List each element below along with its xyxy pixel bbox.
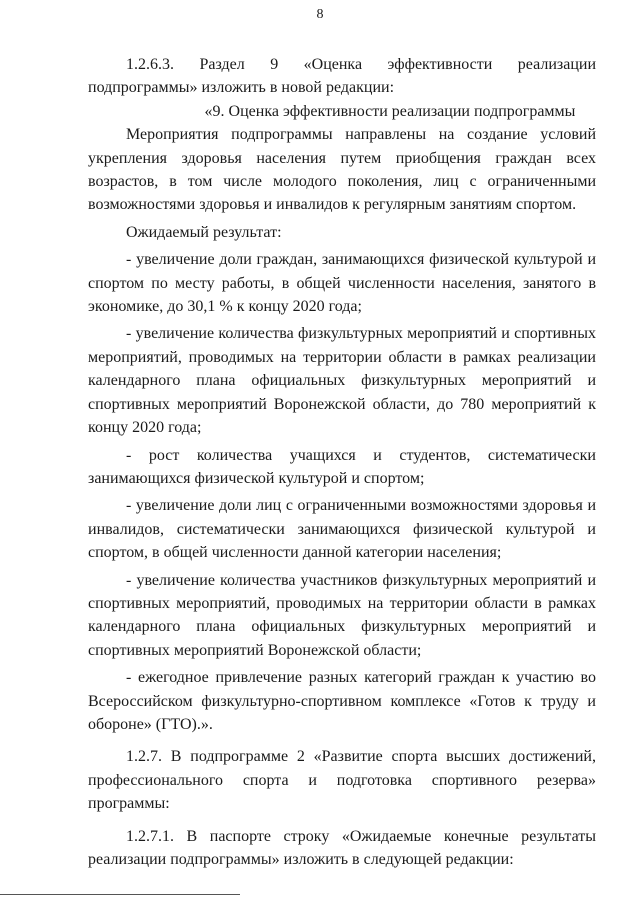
list-item: - увеличение доли граждан, занимающихся физической культурой и спортом по месту работы, в общей численности населения, занятого в экономике, до 30,1 % к концу 2020 года; — [88, 251, 596, 316]
footer-divider — [0, 894, 240, 895]
paragraph-1-2-7-1: 1.2.7.1. В паспорте строку «Ожидаемые конечные результаты реализации подпрограммы» изложить в следующей редакции: — [88, 827, 596, 868]
page-number: 8 — [316, 7, 324, 22]
paragraph-intro: Мероприятия подпрограммы направлены на создание условий укрепления здоровья населения путем приобщения граждан всех возрастов, в том числе молодого поколения, лиц с ограниченными возможностями здоровья и инвалидов к регулярным занятиям спортом. — [88, 126, 596, 214]
list-item: - увеличение количества участников физкультурных мероприятий и спортивных мероприятий, проводимых на территории области в рамках календарного плана официальных физкультурных мероприятий и спортивных мероприятий Воронежской области; — [88, 571, 596, 659]
paragraph-1-2-7: 1.2.7. В подпрограмме 2 «Развитие спорта высших достижений, профессионального спорта и подготовка спортивного резерва» программы: — [88, 748, 596, 813]
section-heading: «9. Оценка эффективности реализации подпрограммы — [204, 102, 576, 120]
list-item: - увеличение количества физкультурных мероприятий и спортивных мероприятий, проводимых на территории области в рамках реализации календарного плана официальных физкультурных мероприятий и спортивных мероприятий Воронежской области, до 780 мероприятий к концу 2020 года; — [88, 325, 596, 437]
list-item: - ежегодное привлечение разных категорий граждан к участию во Всероссийском физкультурно-спортивном комплексе «Готов к труду и обороне» (ГТО).». — [88, 669, 596, 733]
paragraph-expected-result: Ожидаемый результат: — [126, 223, 282, 241]
paragraph-1-2-6-3: 1.2.6.3. Раздел 9 «Оценка эффективности реализации подпрограммы» изложить в новой редакции: — [88, 56, 596, 97]
list-item: - рост количества учащихся и студентов, систематически занимающихся физической культурой и спортом; — [88, 446, 596, 487]
document-body — [88, 53, 596, 871]
list-item: - увеличение доли лиц с ограниченными возможностями здоровья и инвалидов, систематически занимающихся физической культурой и спортом, в общей численности данной категории населения; — [88, 497, 596, 562]
